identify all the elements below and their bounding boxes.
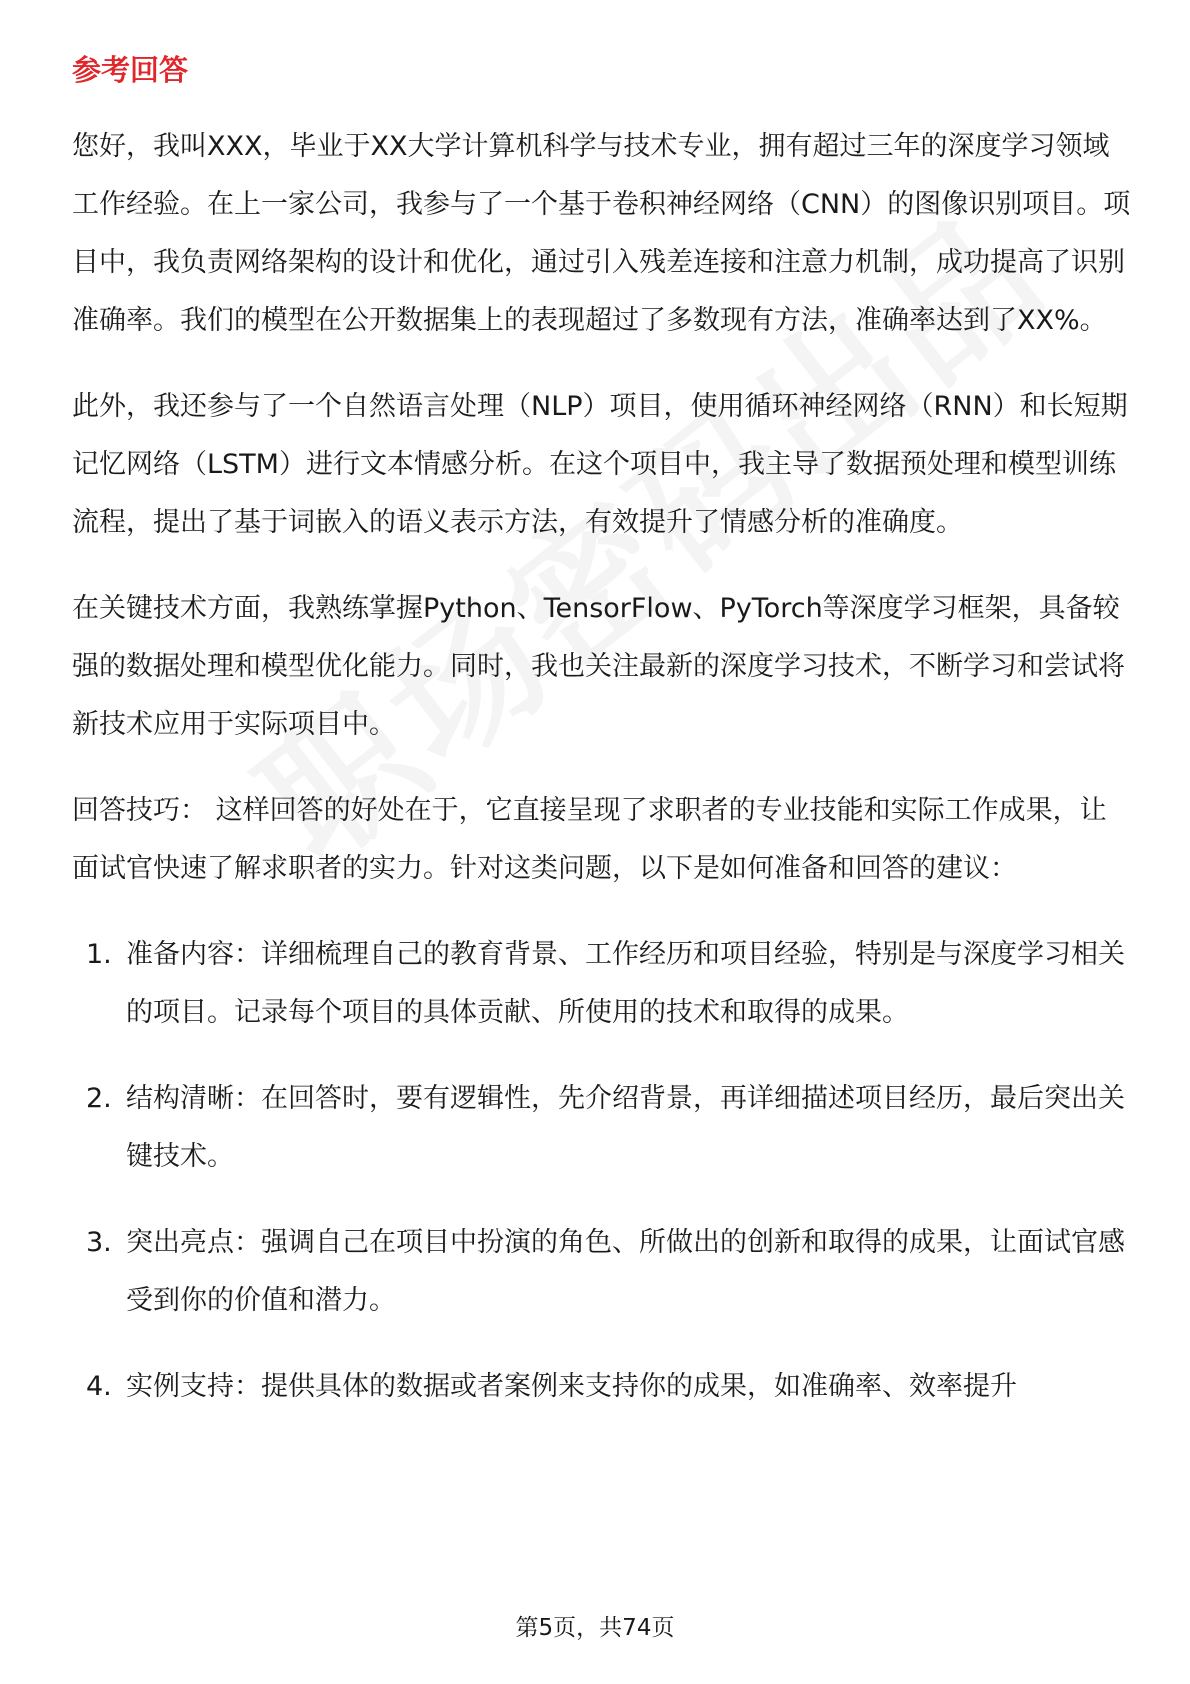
tips-list <box>72 926 1132 1416</box>
list-item-text: 突出亮点：强调自己在项目中扮演的角色、所做出的创新和取得的成果，让面试官感受到你的价值和潜力。 <box>126 1227 1125 1316</box>
section-heading: 参考回答 <box>72 53 189 87</box>
list-item <box>72 1358 1132 1416</box>
list-item-number: 1. <box>86 939 112 970</box>
list-item-text: 准备内容：详细梳理自己的教育背景、工作经历和项目经验，特别是与深度学习相关的项目。记录每个项目的具体贡献、所使用的技术和取得的成果。 <box>126 939 1125 1028</box>
paragraph-tips-intro: 回答技巧： 这样回答的好处在于，它直接呈现了求职者的专业技能和实际工作成果，让面试官快速了解求职者的实力。针对这类问题，以下是如何准备和回答的建议： <box>72 795 1107 884</box>
paragraph-skills: 在关键技术方面，我熟练掌握Python、TensorFlow、PyTorch等深度学习框架，具备较强的数据处理和模型优化能力。同时，我也关注最新的深度学习技术，不断学习和尝试将新技术应用于实际项目中。 <box>72 593 1125 740</box>
list-item <box>72 1070 1132 1186</box>
paragraph-nlp: 此外，我还参与了一个自然语言处理（NLP）项目，使用循环神经网络（RNN）和长短期记忆网络（LSTM）进行文本情感分析。在这个项目中，我主导了数据预处理和模型训练流程，提出了基于词嵌入的语义表示方法，有效提升了情感分析的准确度。 <box>72 391 1128 538</box>
list-item-number: 2. <box>86 1083 112 1114</box>
list-item-number: 4. <box>86 1371 112 1402</box>
page-number-footer: 第5页，共74页 <box>515 1615 675 1641</box>
list-item-text: 结构清晰：在回答时，要有逻辑性，先介绍背景，再详细描述项目经历，最后突出关键技术。 <box>126 1083 1125 1172</box>
list-item <box>72 926 1132 1042</box>
list-item <box>72 1214 1132 1330</box>
list-item-number: 3. <box>86 1227 112 1258</box>
paragraph-intro: 您好，我叫XXX，毕业于XX大学计算机科学与技术专业，拥有超过三年的深度学习领域工作经验。在上一家公司，我参与了一个基于卷积神经网络（CNN）的图像识别项目。项目中，我负责网络架构的设计和优化，通过引入残差连接和注意力机制，成功提高了识别准确率。我们的模型在公开数据集上的表现超过了多数现有方法，准确率达到了XX%。 <box>72 131 1131 336</box>
body-text <box>72 118 1132 1444</box>
list-item-text: 实例支持：提供具体的数据或者案例来支持你的成果，如准确率、效率提升 <box>126 1371 1017 1402</box>
